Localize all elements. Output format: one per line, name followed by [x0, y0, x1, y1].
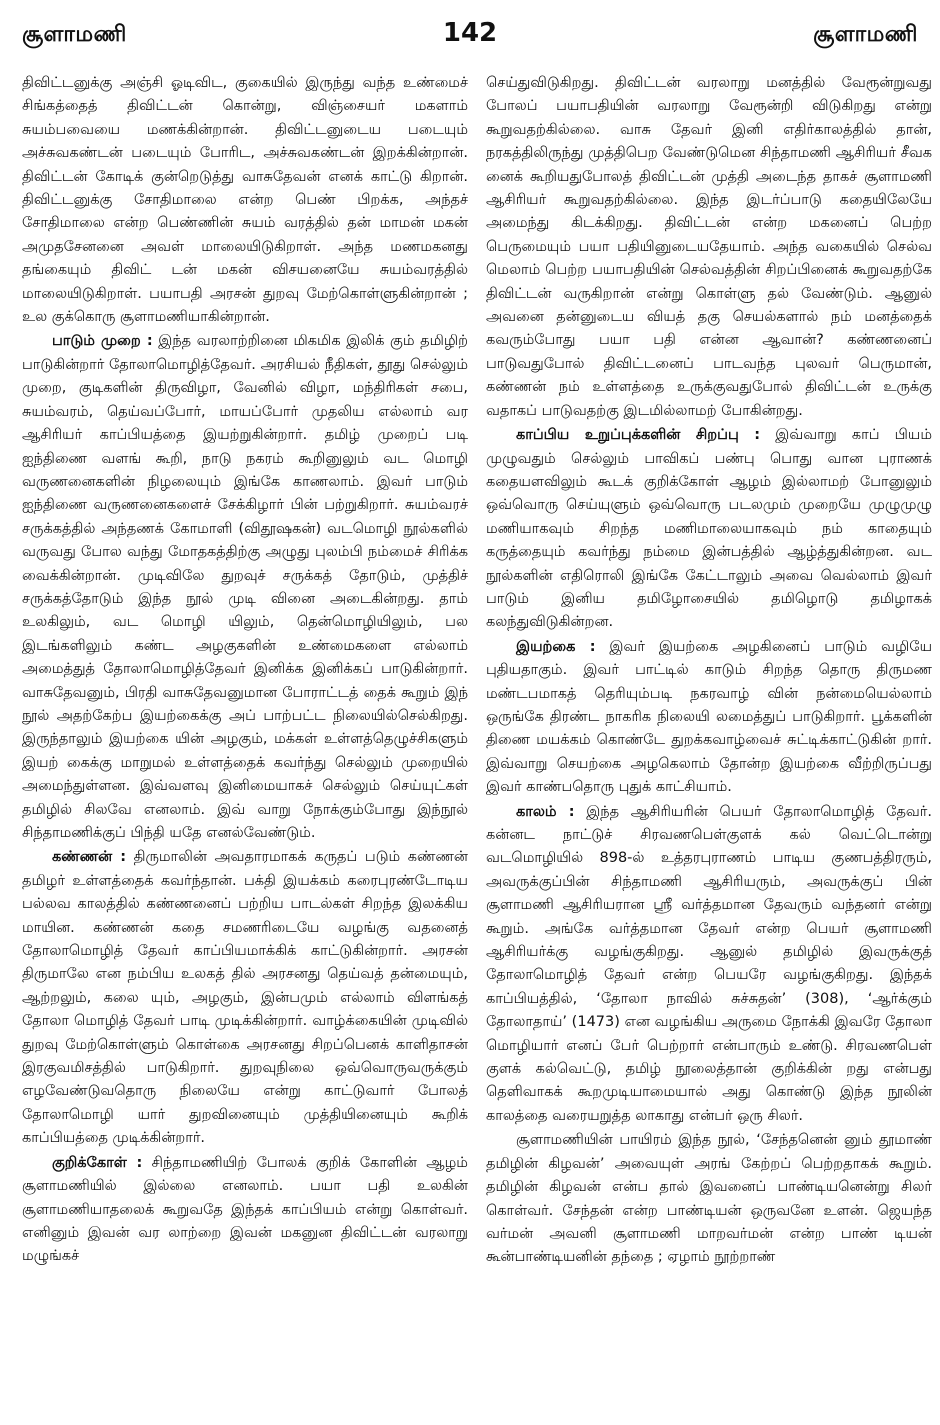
- paragraph: [486, 72, 932, 423]
- paragraph-heading: பாடும் முறை :: [52, 333, 153, 350]
- paragraph: [486, 424, 932, 635]
- page-header: [0, 0, 940, 62]
- running-title-right: சூளாமணி: [813, 22, 918, 47]
- paragraph-heading: குறிக்கோள் :: [52, 1154, 143, 1171]
- paragraph-heading: கண்ணன் :: [52, 849, 127, 866]
- paragraph: [22, 1152, 468, 1269]
- left-column: [22, 72, 468, 1269]
- paragraph: [486, 1129, 932, 1269]
- paragraph: [486, 801, 932, 1129]
- running-title-left: சூளாமணி: [22, 22, 127, 47]
- paragraph-text: இந்த வரலாற்றினை மிகமிக இலிக் கும் தமிழிற் பாடுகின்றார் தோலாமொழித்தேவர். அரசியல் நீதிகள், தூது செல்லும் முறை, குடிகளின் திருவிழா, வேனில் விழா, மந்திரிகள் சபை, சுயம்வரம், தெய்வப்போர், மாயப்போர் முதலிய எல்லாம் வர ஆசிரியர் காப்பியத்தை இயற்றுகின்றார். தமிழ் முறைப் படி ஐந்திணை வளங் கூறி, நாடு நகரம் கூறினுலும் வட மொழி வருணனைகளின் நிழலையும் இங்கே காணலாம். இவர் பாடும் ஐந்திணை வருணனைகளைச் சேக்கிழார் பின் பற்றுகிறார். சுயம்வரச் சருக்கத்தில் அந்தணக் கோமாளி (விதூஷகன்) வடமொழி நூல்களில் வருவது போல வந்து மோதகத்திற்கு அழுது புலம்பி நம்மைச் சிரிக்க வைக்கின்றான். முடிவிலே துறவுச் சருக்கத் தோடும், முத்திச் சருக்கத்தோடும் இந்த நூல் முடி வினை அடைகின்றது. தாம் உலகிலும், வட மொழி யிலும், தென்மொழியிலும், பல இடங்களிலும் கண்ட அழகுகளின் உண்மைகளை எல்லாம் அமைத்துத் தோலாமொழித்தேவர் இனிக்க இனிக்கப் பாடுகின்றார். வாசுதேவனும், பிரதி வாசுதேவனுமான போராட்டத் தைக் கூறும் இந் நூல் அதற்கேற்ப இயற்கைக்கு அப் பாற்பட்ட நிலையில்செல்கிறது. இருந்தாலும் இயற்கை யின் அழகும், மக்கள் உள்ளத்தெழுச்சிகளும் இயற் கைக்கு மாறுமல் உள்ளத்தைக் கவர்ந்து செல்லும் முறையில் அமைந்துள்ளன. இவ்வளவு இனிமையாகச் செல்லும் செய்யுட்கள் தமிழில் சிலவே எனலாம். இவ் வாறு நோக்கும்போது இந்நூல் சிந்தாமணிக்குப் பிந்தி யதே எனல்வேண்டும்.: [22, 333, 468, 841]
- paragraph: [486, 636, 932, 800]
- paragraph-text: இந்த ஆசிரியரின் பெயர் தோலாமொழித் தேவர். கன்னட நாட்டுச் சிரவணபெள்குளக் கல் வெட்டொன்று வடமொழியில் 898-ல் உத்தரபுராணம் பாடிய குணபத்திரரும், அவருக்குப்பின் சிந்தாமணி ஆசிரியரும், அவருக்குப் பின் சூளாமணி ஆசிரியரான ஸ்ரீ வர்த்தமான தேவரும் வந்தனர் என்று கூறும். அங்கே வர்த்தமான தேவர் என்ற பெயர் சூளாமணி ஆசிரியர்க்கு வழங்குகிறது. ஆனுல் தமிழில் இவருக்குத் தோலாமொழித் தேவர் என்ற பெயரே வழங்குகிறது. இந்தக் காப்பியத்தில், ‘தோலா நாவில் சுச்சுதன்’ (308), ‘ஆர்க்கும் தோலாதாய்’ (1473) என வழங்கிய அருமை நோக்கி இவரே தோலா மொழியார் எனப் பேர் பெற்றார் என்பாரும் உண்டு. சிரவணபெள் குளக் கல்வெட்டு, தமிழ் நூலைத்தான் குறிக்கின் றது என்பது தெளிவாகக் கூறமுடியாமையால் அது கொண்டு இந்த நூலின் காலத்தை வரையறுத்த லாகாது என்பர் ஒரு சிலர்.: [486, 803, 932, 1124]
- paragraph-text: செய்துவிடுகிறது. திவிட்டன் வரலாறு மனத்தில் வேரூன்றுவது போலப் பயாபதியின் வரலாறு வேரூன்றி விடுகிறது என்று கூறுவதற்கில்லை. வாசு தேவர் இனி எதிர்காலத்தில் தான், நரகத்திலிருந்து முத்திபெற வேண்டுமென சிந்தாமணி ஆசிரியர் சீவக னைக் கூறியதுபோலத் திவிட்டன் முத்தி அடைந்த தாகச் சூளாமணி ஆசிரியர் கூறுவதற்கில்லை. இந்த இடர்ப்பாடு கதையிலேயே அமைந்து கிடக்கிறது. திவிட்டன் என்ற மகனைப் பெற்ற பெருமையும் பயா பதியினுடையதேயாம். அந்த வகையில் செல்வ மெலாம் பெற்ற பயாபதியின் செல்வத்தின் சிறப்பினைக் கூறுவதற்கே திவிட்டன் வருகிறான் என்று கொள்ளு தல் வேண்டும். ஆனுல் அவனை தன்னுடைய வியத் தகு செயல்களால் நம் மனத்தைக் கவரும்போது பயா பதி என்ன ஆவான்? கண்ணனைப் பாடுவதுபோல் திவிட்டனைப் பாடவந்த புலவர் பெருமான், கண்ணன் நம் உள்ளத்தை உருக்குவதுபோல் திவிட்டன் உருக்கு வதாகப் பாடுவதற்கு இடமில்லாமற் போகின்றது.: [486, 75, 932, 419]
- paragraph: [22, 330, 468, 845]
- paragraph: [22, 72, 468, 329]
- paragraph-text: இவர் இயற்கை அழகினைப் பாடும் வழியே புதியதாகும். இவர் பாட்டில் காடும் சிறந்த தொரு திருமண மண்டபமாகத் தெரியும்படி நகரவாழ் வின் நன்மையெல்லாம் ஒருங்கே திரண்ட நாகரிக நிலையி லமைத்துப் பாடுகிறார். பூக்களின் திணை மயக்கம் கொண்டே துறக்கவாழ்வைச் சுட்டிக்காட்டுகின் றார். இவ்வாறு செயற்கை அழகெலாம் தோன்ற இயற்கை வீற்றிருப்பது இவர் காண்பதொரு புதுக் காட்சியாம்.: [486, 638, 933, 796]
- paragraph-heading: காப்பிய உறுப்புக்களின் சிறப்பு :: [516, 427, 761, 444]
- page-number: 142: [442, 18, 498, 48]
- paragraph-text: திவிட்டனுக்கு அஞ்சி ஓடிவிட, குகையில் இருந்து வந்த உண்மைச் சிங்கத்தைத் திவிட்டன் கொன்று, விஞ்சையர் மகளாம் சுயம்பவையை மணக்கின்றான். திவிட்டனுடைய படையும் அச்சுவகண்டன் படையும் போரிட, அச்சுவகண்டன் இறக்கின்றான். திவிட்டன் கோடிக் குன்றெடுத்து வாசுதேவன் எனக் காட்டு கிறான். திவிட்டனுக்கு சோதிமாலை என்ற பெண் பிறக்க, அந்தச் சோதிமாலை என்ற பெண்ணின் சுயம் வரத்தில் தன் மாமன் மகன் அமுதசேனனை அவள் மாலையிடுகிறாள். அந்த மணமகனது தங்கையும் திவிட் டன் மகன் விசயனையே சுயம்வரத்தில் மாலையிடுகிறாள். பயாபதி அரசன் துறவு மேற்கொள்ளுகின்றான் ; உல குக்கொரு சூளாமணியாகின்றான்.: [22, 75, 468, 326]
- paragraph-heading: இயற்கை :: [516, 638, 596, 655]
- paragraph-heading: காலம் :: [516, 803, 575, 820]
- paragraph-text: சிந்தாமணியிற் போலக் குறிக் கோளின் ஆழம் சூளாமணியில் இல்லை எனலாம். பயா பதி உலகின் சூளாமணியாதலைக் கூறுவதே இந்தக் காப்பியம் என்று கொள்வர். எனினும் இவன் வர லாற்றை இவன் மகனுன திவிட்டன் வரலாறு மழுங்கச்: [22, 1154, 468, 1265]
- paragraph-text: இவ்வாறு காப் பியம் முழுவதும் செல்லும் பாவிகப் பண்பு பொது வான புராணக் கதையளவிலும் கூடக் குறிக்கோள் ஆழம் இல்லாமற் போனுலும் ஒவ்வொரு செய்யுளும் ஒவ்வொரு படலமும் முறையே முழுமுழு மணியாகவும் சிறந்த மணிமாலையாகவும் நம் காதையும் கருத்தையும் கவர்ந்து நம்மை இன்பத்தில் ஆழ்த்துகின்றன. வட நூல்களின் எதிரொலி இங்கே கேட்டாலும் அவை வெல்லாம் இவர் பாடும் இனிய தமிழோசையில் தமிழொடு தமிழாகக் கலந்துவிடுகின்றன.: [486, 427, 932, 631]
- paragraph-text: திருமாலின் அவதாரமாகக் கருதப் படும் கண்ணன் தமிழர் உள்ளத்தைக் கவர்ந்தான். பக்தி இயக்கம் கரைபுரண்டோடிய பல்லவ காலத்தில் கண்ணனைப் பற்றிய பாடல்கள் சிறந்த இலக்கிய மாயின. கண்ணன் கதை சமணரிடையே வழங்கு வதனைத் தோலாமொழித் தேவர் காப்பியமாக்கிக் காட்டுகின்றார். அரசன் திருமாலே என நம்பிய உலகத் தில் அரசனது தெய்வத் தன்மையும், ஆற்றலும், கலை யும், அழகும், இன்பமும் எல்லாம் விளங்கத் தோலா மொழித் தேவர் பாடி முடிக்கின்றார். வாழ்க்கையின் முடிவில் துறவு மேற்கொள்ளும் கொள்கை அரசனது சிறப்பெனக் காளிதாசன் இரகுவமிசத்தில் பாடுகிறார். துறவுநிலை ஒவ்வொருவருக்கும் எழவேண்டுவதொரு நிலையே என்று காட்டுவார் போலத் தோலாமொழி யார் துறவினையும் முத்தியினையும் கூறிக் காப்பியத்தை முடிக்கின்றார்.: [22, 849, 468, 1147]
- right-column: [486, 72, 932, 1270]
- paragraph: [22, 846, 468, 1150]
- paragraph-text: சூளாமணியின் பாயிரம் இந்த நூல், ‘சேந்தனென் னும் தூமாண் தமிழின் கிழவன்’ அவையுள் அரங் கேற்றப் பெற்றதாகக் கூறும். தமிழின் கிழவன் என்ப தால் இவனைப் பாண்டியனென்று சிலர் கொள்வர். சேந்தன் என்ற பாண்டியன் ஒருவனே உளன். ஜெயந்த வர்மன் அவனி சூளாமணி மாறவர்மன் என்ற பாண் டியன் கூன்பாண்டியனின் தந்தை ; ஏழாம் நூற்றாண்: [486, 1132, 932, 1266]
